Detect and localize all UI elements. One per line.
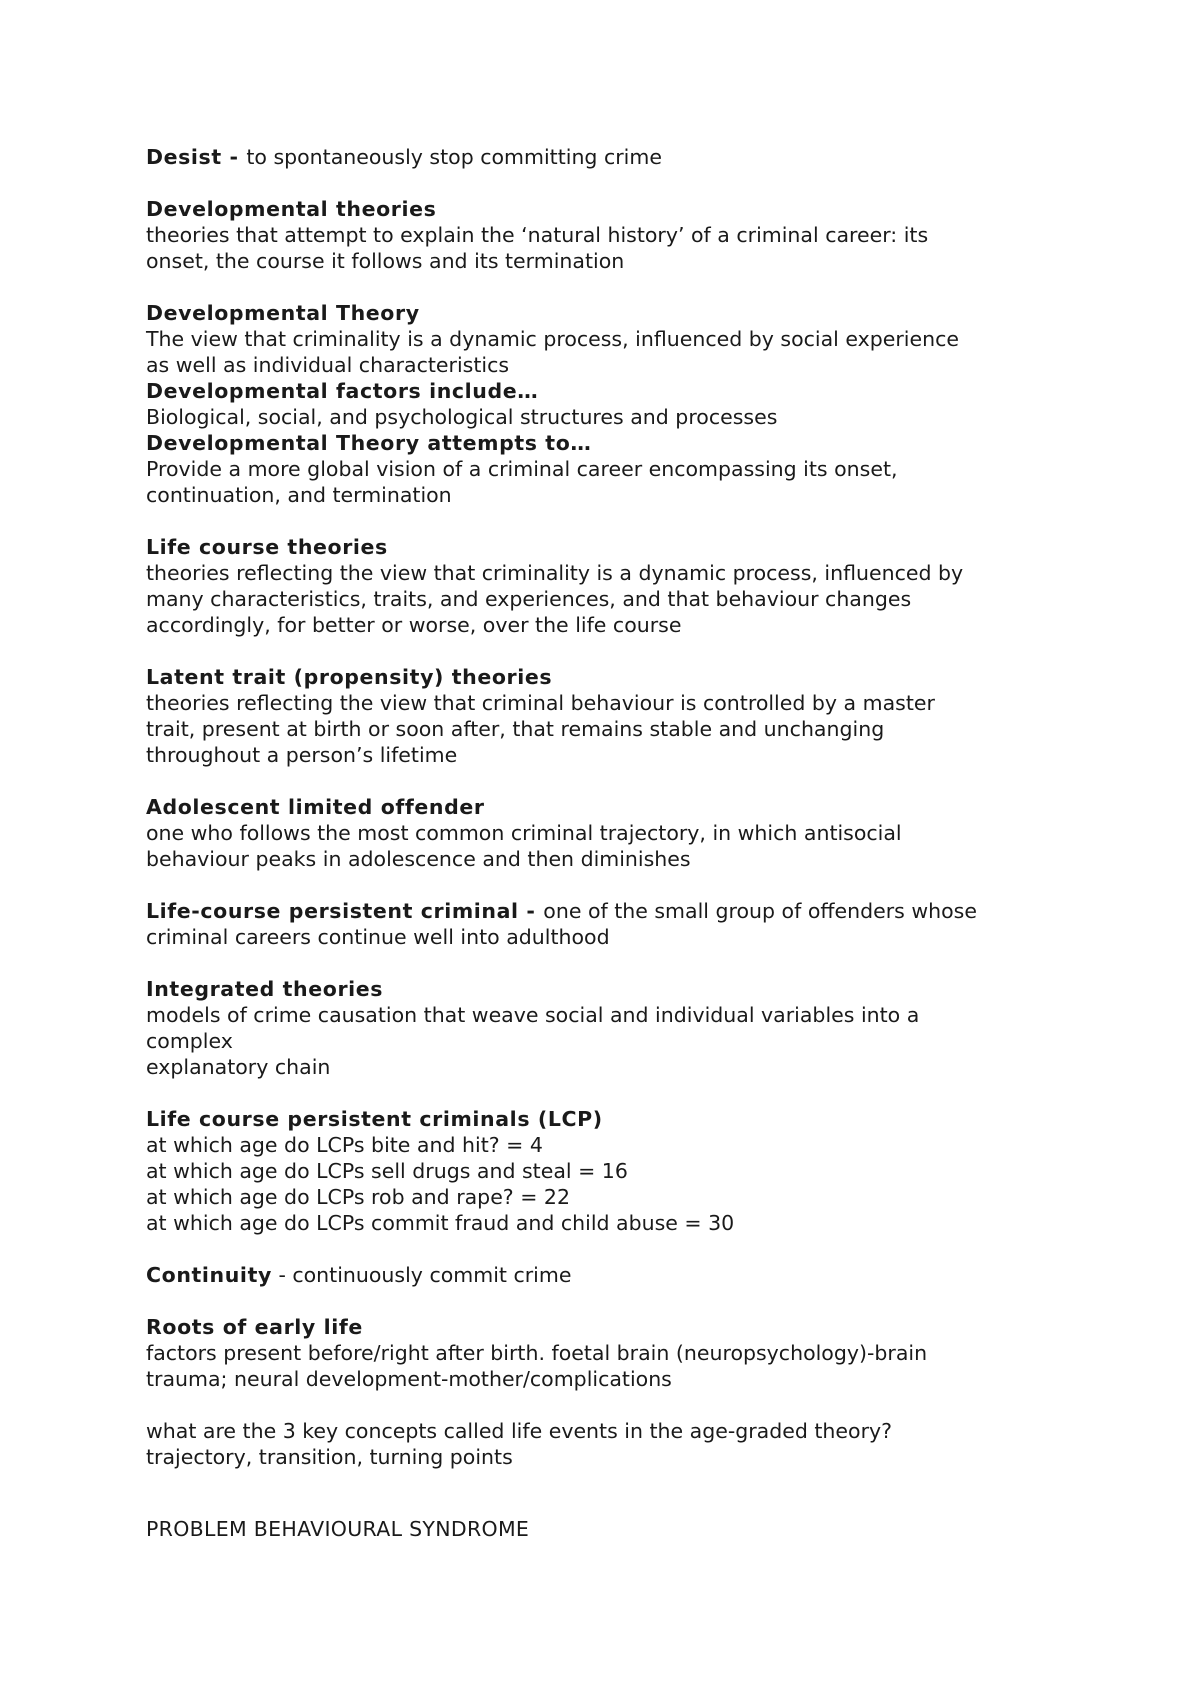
definition-line: factors present before/right after birth. foetal brain (neuropsychology)-brain — [146, 1341, 928, 1365]
definition-line: at which age do LCPs bite and hit? = 4 — [146, 1133, 543, 1157]
definition-line: trauma; neural development-mother/complications — [146, 1367, 672, 1391]
term-continuity: Continuity — [146, 1263, 272, 1287]
entry-desist — [146, 144, 1046, 170]
definition-line: theories that attempt to explain the ‘natural history’ of a criminal career: its — [146, 223, 929, 247]
definition-line: one who follows the most common criminal trajectory, in which antisocial — [146, 821, 902, 845]
entry-adolescent-limited-offender — [146, 794, 1046, 872]
definition-line: at which age do LCPs sell drugs and steal = 16 — [146, 1159, 628, 1183]
answer-text: trajectory, transition, turning points — [146, 1445, 513, 1469]
entry-line — [146, 898, 1046, 924]
definition-inline: one of the small group of offenders whose — [543, 899, 977, 923]
term-developmental-theory: Developmental Theory — [146, 301, 420, 325]
definition-line: complex — [146, 1029, 233, 1053]
entry-latent-trait-theories — [146, 664, 1046, 768]
entry-developmental-theory-attempts — [146, 430, 1046, 508]
entry-developmental-factors — [146, 378, 1046, 430]
definition-line: theories reflecting the view that criminal behaviour is controlled by a master — [146, 691, 935, 715]
term-developmental-theories: Developmental theories — [146, 197, 437, 221]
entry-line — [146, 1262, 1046, 1288]
definition-line: at which age do LCPs rob and rape? = 22 — [146, 1185, 570, 1209]
entry-line — [146, 144, 1046, 170]
document-page — [146, 144, 1046, 1542]
term-developmental-factors: Developmental factors include… — [146, 379, 539, 403]
term-roots-of-early-life: Roots of early life — [146, 1315, 363, 1339]
definition-line: behaviour peaks in adolescence and then diminishes — [146, 847, 691, 871]
definition-line: accordingly, for better or worse, over the life course — [146, 613, 682, 637]
term-latent-trait-theories: Latent trait (propensity) theories — [146, 665, 553, 689]
term-integrated-theories: Integrated theories — [146, 977, 384, 1001]
definition-line: models of crime causation that weave social and individual variables into a — [146, 1003, 920, 1027]
definition-line: Provide a more global vision of a criminal career encompassing its onset, — [146, 457, 898, 481]
entry-lcp — [146, 1106, 1046, 1236]
definition-line: many characteristics, traits, and experiences, and that behaviour changes — [146, 587, 912, 611]
term-desist: Desist - — [146, 145, 247, 169]
definition-desist: to spontaneously stop committing crime — [246, 145, 662, 169]
term-lcp: Life course persistent criminals (LCP) — [146, 1107, 603, 1131]
term-life-course-persistent-criminal: Life-course persistent criminal - — [146, 899, 544, 923]
entry-roots-of-early-life — [146, 1314, 1046, 1392]
section-heading — [146, 1516, 1046, 1542]
section-heading-text: PROBLEM BEHAVIOURAL SYNDROME — [146, 1517, 530, 1541]
entry-continuity — [146, 1262, 1046, 1288]
definition-line: The view that criminality is a dynamic process, influenced by social experience — [146, 327, 959, 351]
definition-line: theories reflecting the view that criminality is a dynamic process, influenced by — [146, 561, 964, 585]
definition-line: at which age do LCPs commit fraud and child abuse = 30 — [146, 1211, 735, 1235]
definition-line: criminal careers continue well into adulthood — [146, 925, 610, 949]
question-text: what are the 3 key concepts called life events in the age-graded theory? — [146, 1419, 893, 1443]
entry-developmental-theory — [146, 300, 1046, 378]
entry-integrated-theories — [146, 976, 1046, 1080]
definition-continuity: - continuously commit crime — [271, 1263, 572, 1287]
definition-line: throughout a person’s lifetime — [146, 743, 458, 767]
entry-life-course-theories — [146, 534, 1046, 638]
definition-line: as well as individual characteristics — [146, 353, 510, 377]
entry-life-course-persistent-criminal — [146, 898, 1046, 950]
definition-line: continuation, and termination — [146, 483, 452, 507]
entry-developmental-theories — [146, 196, 1046, 274]
term-developmental-theory-attempts: Developmental Theory attempts to… — [146, 431, 592, 455]
definition-line: onset, the course it follows and its termination — [146, 249, 625, 273]
entry-question-age-graded — [146, 1418, 1046, 1470]
term-adolescent-limited-offender: Adolescent limited offender — [146, 795, 485, 819]
definition-line: trait, present at birth or soon after, that remains stable and unchanging — [146, 717, 885, 741]
term-life-course-theories: Life course theories — [146, 535, 388, 559]
definition-line: explanatory chain — [146, 1055, 331, 1079]
definition-line: Biological, social, and psychological structures and processes — [146, 405, 778, 429]
